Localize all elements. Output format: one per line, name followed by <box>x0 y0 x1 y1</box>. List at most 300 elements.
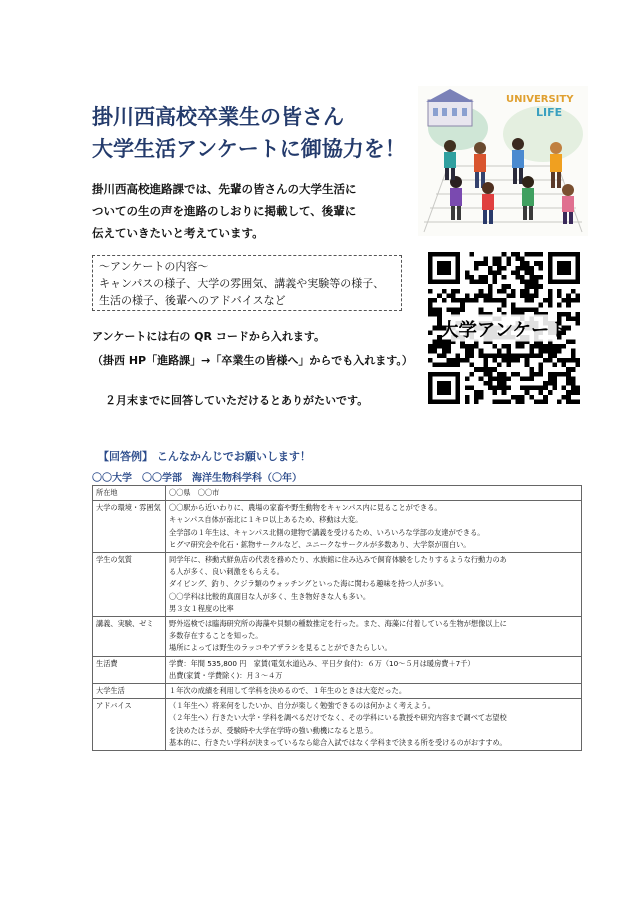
table-row <box>93 656 582 683</box>
qr-module <box>488 270 493 275</box>
qr-module <box>428 312 433 317</box>
qr-module <box>506 344 511 349</box>
qr-module <box>433 344 438 349</box>
access-line-2: （掛西 HP「進路課」→「卒業生の皆様へ」からでも入れます。） <box>92 354 413 367</box>
row-value-line: 場所によっては野生のラッコやアザラシを見ることができたらしい。 <box>169 643 392 653</box>
qr-module <box>492 386 497 391</box>
qr-module <box>529 280 534 285</box>
qr-module <box>474 344 479 349</box>
qr-module <box>557 344 562 349</box>
qr-module <box>539 390 544 395</box>
row-value-line: 同学年に、移動式鮮魚店の代表を務めたり、水族館に住み込みで飼育体験をしたりするような行動力のあ <box>169 555 507 565</box>
qr-module <box>483 293 488 298</box>
qr-module <box>465 298 470 303</box>
qr-module <box>483 381 488 386</box>
qr-module <box>534 252 539 257</box>
qr-module <box>502 344 507 349</box>
qr-module <box>529 344 534 349</box>
row-value-line: 学費：年間 535,800 円 家賃(電気水道込み、平日夕食付)：６万（10～５月は暖房費＋7千） <box>169 658 475 668</box>
row-value-line: ヒグマ研究会や化石・鉱物サークルなど、ユニークなサークルが多数あり、大学祭が面白い。 <box>169 539 471 549</box>
qr-module <box>492 275 497 280</box>
qr-module <box>502 390 507 395</box>
example-heading: 【回答例】 こんなかんじでお願いします！ <box>98 450 311 463</box>
qr-module <box>525 284 530 289</box>
qr-module <box>506 353 511 358</box>
qr-module <box>469 252 474 257</box>
qr-module <box>474 261 479 266</box>
qr-module <box>502 252 507 257</box>
table-row <box>93 486 582 501</box>
qr-module <box>539 284 544 289</box>
qr-module <box>488 266 493 271</box>
qr-module <box>474 298 479 303</box>
qr-module <box>502 298 507 303</box>
row-value <box>166 699 582 751</box>
qr-module <box>562 344 567 349</box>
qr-module <box>520 399 525 404</box>
qr-module <box>483 261 488 266</box>
qr-module <box>571 289 576 294</box>
table-row <box>93 553 582 617</box>
qr-module <box>437 312 442 317</box>
qr-module <box>575 399 580 404</box>
qr-module <box>465 270 470 275</box>
qr-module <box>548 289 553 294</box>
qr-module <box>428 330 433 335</box>
qr-module <box>529 307 534 312</box>
qr-module <box>506 349 511 354</box>
qr-module <box>516 399 521 404</box>
qr-module <box>428 298 433 303</box>
qr-module <box>446 293 451 298</box>
qr-module <box>479 367 484 372</box>
intro-line: ついての生の声を進路のしおりに掲載して、後輩に <box>92 204 357 218</box>
university-life-illustration <box>418 86 588 236</box>
qr-module <box>548 344 553 349</box>
qr-module <box>543 298 548 303</box>
qr-module <box>516 275 521 280</box>
row-value-line: る人が多く、良い刺激をもらえる。 <box>169 567 284 577</box>
qr-module <box>520 353 525 358</box>
qr-module <box>511 353 516 358</box>
qr-module <box>433 349 438 354</box>
qr-module <box>575 386 580 391</box>
qr-module <box>539 353 544 358</box>
qr-module <box>479 293 484 298</box>
qr-module <box>562 358 567 363</box>
qr-module <box>566 399 571 404</box>
qr-module <box>511 372 516 377</box>
qr-module <box>497 270 502 275</box>
qr-module <box>539 252 544 257</box>
example-school-name: 〇〇大学 〇〇学部 海洋生物科学科（〇年） <box>92 473 302 484</box>
row-key: 所在地 <box>93 486 166 501</box>
qr-module <box>539 303 544 308</box>
qr-module <box>465 353 470 358</box>
qr-module <box>479 395 484 400</box>
qr-module <box>469 353 474 358</box>
qr-module <box>516 358 521 363</box>
illustration-sign-life: LIFE <box>536 106 563 119</box>
qr-module <box>543 386 548 391</box>
qr-module <box>552 376 557 381</box>
qr-module <box>566 293 571 298</box>
qr-module <box>488 381 493 386</box>
qr-module <box>525 390 530 395</box>
qr-module <box>534 372 539 377</box>
qr-module <box>562 372 567 377</box>
qr-module <box>502 266 507 271</box>
qr-module <box>488 298 493 303</box>
qr-module <box>511 252 516 257</box>
qr-module <box>433 340 438 345</box>
qr-module <box>543 349 548 354</box>
qr-module <box>539 261 544 266</box>
qr-module <box>488 293 493 298</box>
qr-module <box>456 289 461 294</box>
qr-module <box>552 372 557 377</box>
qr-module <box>548 372 553 377</box>
qr-module <box>492 353 497 358</box>
qr-module <box>488 284 493 289</box>
row-value <box>166 486 582 501</box>
qr-module <box>451 358 456 363</box>
example-answer-table <box>92 485 582 751</box>
page-title-line-1: 掛川西高校卒業生の皆さん <box>92 105 344 129</box>
qr-module <box>446 358 451 363</box>
qr-module <box>488 289 493 294</box>
qr-module <box>474 280 479 285</box>
qr-module <box>497 266 502 271</box>
qr-module <box>525 363 530 368</box>
qr-module <box>571 353 576 358</box>
qr-module <box>437 307 442 312</box>
row-value <box>166 553 582 617</box>
qr-module <box>543 399 548 404</box>
qr-module <box>465 358 470 363</box>
qr-module <box>506 386 511 391</box>
qr-module <box>511 289 516 294</box>
qr-module <box>442 363 447 368</box>
qr-module <box>488 367 493 372</box>
qr-module <box>539 372 544 377</box>
qr-code[interactable] <box>428 252 580 404</box>
qr-module <box>534 275 539 280</box>
qr-module <box>534 280 539 285</box>
qr-module <box>516 372 521 377</box>
row-value-line: ダイビング、釣り、クジラ類のウォッチングといった海に関わる趣味を持つ人が多い。 <box>169 579 449 589</box>
qr-module <box>437 363 442 368</box>
qr-module <box>529 386 534 391</box>
qr-module <box>433 326 438 331</box>
qr-module <box>460 298 465 303</box>
qr-module <box>525 298 530 303</box>
qr-module <box>529 376 534 381</box>
qr-module <box>460 344 465 349</box>
qr-module <box>539 275 544 280</box>
qr-module <box>465 386 470 391</box>
qr-module <box>451 289 456 294</box>
qr-module <box>571 316 576 321</box>
qr-module <box>474 293 479 298</box>
qr-module <box>502 372 507 377</box>
qr-module <box>566 381 571 386</box>
qr-module <box>566 376 571 381</box>
qr-module <box>446 349 451 354</box>
qr-module <box>520 266 525 271</box>
qr-module <box>571 399 576 404</box>
row-value <box>166 684 582 699</box>
qr-module <box>539 344 544 349</box>
qr-module <box>497 376 502 381</box>
qr-module <box>433 307 438 312</box>
qr-module <box>571 381 576 386</box>
qr-module <box>534 293 539 298</box>
qr-module <box>520 289 525 294</box>
qr-module <box>571 386 576 391</box>
qr-module <box>539 266 544 271</box>
qr-module <box>520 280 525 285</box>
qr-module <box>469 363 474 368</box>
qr-module <box>497 349 502 354</box>
qr-module <box>525 386 530 391</box>
qr-module <box>566 395 571 400</box>
qr-module <box>562 386 567 391</box>
qr-module <box>483 257 488 262</box>
qr-module <box>529 252 534 257</box>
qr-module <box>529 293 534 298</box>
qr-module <box>534 386 539 391</box>
qr-module <box>529 372 534 377</box>
qr-module <box>571 349 576 354</box>
survey-contents-line: 生活の様子、後輩へのアドバイスなど <box>99 294 286 307</box>
qr-module <box>465 275 470 280</box>
qr-module <box>571 358 576 363</box>
qr-module <box>437 293 442 298</box>
qr-module <box>552 353 557 358</box>
row-value-line: １年次の成績を利用して学科を決めるので、１年生のときは大変だった。 <box>169 686 407 696</box>
qr-module <box>529 284 534 289</box>
qr-module <box>497 353 502 358</box>
row-value-line: （２年生へ）行きたい大学・学科を調べるだけでなく、その学科にいる教授や研究内容まで調べて志望校 <box>169 713 507 723</box>
qr-module <box>502 386 507 391</box>
qr-module <box>479 390 484 395</box>
qr-module <box>516 257 521 262</box>
qr-module <box>562 395 567 400</box>
row-key: アドバイス <box>93 699 166 751</box>
qr-module <box>552 381 557 386</box>
row-key: 講義、実験、ゼミ <box>93 617 166 657</box>
survey-contents-line: キャンパスの様子、大学の雰囲気、講義や実験等の様子、 <box>99 277 385 290</box>
qr-module <box>497 381 502 386</box>
qr-module <box>460 358 465 363</box>
qr-module <box>483 275 488 280</box>
qr-module <box>433 363 438 368</box>
qr-module <box>516 344 521 349</box>
qr-module <box>433 298 438 303</box>
qr-module <box>497 399 502 404</box>
qr-module <box>437 344 442 349</box>
qr-module <box>433 312 438 317</box>
deadline-text: ２月末までに回答していただけるとありがたいです。 <box>105 394 369 407</box>
qr-module <box>492 270 497 275</box>
qr-module <box>492 261 497 266</box>
qr-module <box>479 376 484 381</box>
qr-module <box>479 289 484 294</box>
qr-module <box>548 390 553 395</box>
qr-module <box>474 399 479 404</box>
qr-module <box>534 353 539 358</box>
qr-module <box>520 395 525 400</box>
qr-module <box>492 367 497 372</box>
qr-module <box>506 293 511 298</box>
qr-module <box>497 261 502 266</box>
qr-module <box>465 395 470 400</box>
qr-module <box>456 307 461 312</box>
qr-module <box>516 266 521 271</box>
qr-module <box>469 298 474 303</box>
qr-module <box>511 395 516 400</box>
qr-module <box>451 293 456 298</box>
qr-module <box>543 344 548 349</box>
qr-module <box>520 376 525 381</box>
table-row <box>93 501 582 553</box>
qr-module <box>571 340 576 345</box>
qr-module <box>566 298 571 303</box>
qr-module <box>552 344 557 349</box>
row-value-line: 〇〇県 〇〇市 <box>169 488 220 497</box>
qr-module <box>575 316 580 321</box>
qr-module <box>492 257 497 262</box>
intro-line: 掛川西高校進路課では、先輩の皆さんの大学生活に <box>92 182 357 196</box>
qr-module <box>502 303 507 308</box>
page-title-line-2: 大学生活アンケートに御協力を！ <box>92 137 406 161</box>
qr-module <box>479 353 484 358</box>
qr-module <box>520 344 525 349</box>
qr-module <box>529 266 534 271</box>
qr-module <box>529 395 534 400</box>
qr-module <box>465 376 470 381</box>
table-row <box>93 684 582 699</box>
qr-module <box>488 376 493 381</box>
qr-module <box>575 358 580 363</box>
qr-module <box>575 298 580 303</box>
qr-module <box>529 275 534 280</box>
qr-module <box>492 280 497 285</box>
qr-module <box>525 358 530 363</box>
row-key: 大学の環境・雰囲気 <box>93 501 166 553</box>
qr-module <box>456 353 461 358</box>
qr-module <box>548 303 553 308</box>
qr-module <box>557 312 562 317</box>
qr-module <box>539 349 544 354</box>
qr-module <box>497 298 502 303</box>
qr-module <box>548 358 553 363</box>
qr-module <box>465 349 470 354</box>
qr-module <box>511 307 516 312</box>
access-line-1: アンケートには右の QR コードから入れます。 <box>92 330 325 343</box>
row-value-line: 基本的に、行きたい学科が決まっているなら総合入試ではなく学科まで決まる所を受けるのがおすすめ。 <box>169 737 507 747</box>
qr-module <box>520 261 525 266</box>
qr-module <box>516 270 521 275</box>
qr-module <box>548 298 553 303</box>
qr-module <box>483 372 488 377</box>
qr-module <box>428 349 433 354</box>
qr-module <box>502 289 507 294</box>
qr-module <box>511 270 516 275</box>
qr-module <box>437 353 442 358</box>
qr-module <box>516 395 521 400</box>
qr-module <box>543 395 548 400</box>
qr-module <box>539 386 544 391</box>
qr-module <box>479 261 484 266</box>
qr-module <box>474 367 479 372</box>
qr-module <box>525 353 530 358</box>
qr-module <box>497 289 502 294</box>
qr-module <box>534 289 539 294</box>
qr-module <box>492 358 497 363</box>
qr-module <box>506 257 511 262</box>
qr-module <box>460 307 465 312</box>
qr-module <box>497 307 502 312</box>
qr-module <box>442 344 447 349</box>
qr-module <box>451 298 456 303</box>
qr-module <box>479 280 484 285</box>
qr-module <box>548 293 553 298</box>
row-value-line: 多数存在することを知った。 <box>169 631 263 641</box>
qr-module <box>534 344 539 349</box>
table-row <box>93 699 582 751</box>
qr-module <box>465 293 470 298</box>
qr-module <box>479 349 484 354</box>
qr-module <box>456 358 461 363</box>
row-value-line: 野外巡検では臨海研究所の海藻や貝類の種数推定を行った。また、海藻に付着している生物が想像以上に <box>169 619 507 629</box>
qr-module <box>525 307 530 312</box>
qr-module <box>575 293 580 298</box>
qr-overlay-label: 大学アンケート <box>440 319 568 341</box>
qr-module <box>571 376 576 381</box>
qr-module <box>511 293 516 298</box>
qr-module <box>469 372 474 377</box>
qr-module <box>520 257 525 262</box>
qr-module <box>557 293 562 298</box>
qr-module <box>534 284 539 289</box>
intro-line: 伝えていきたいと考えています。 <box>92 226 264 240</box>
qr-module <box>516 353 521 358</box>
qr-module <box>502 399 507 404</box>
qr-module <box>497 386 502 391</box>
qr-module <box>483 298 488 303</box>
qr-module <box>469 344 474 349</box>
qr-module <box>552 349 557 354</box>
qr-module <box>525 266 530 271</box>
row-value <box>166 501 582 553</box>
qr-module <box>502 381 507 386</box>
row-key: 大学生活 <box>93 684 166 699</box>
qr-module <box>516 307 521 312</box>
qr-module <box>534 399 539 404</box>
qr-module <box>506 261 511 266</box>
qr-module <box>520 293 525 298</box>
row-value-line: を決めたほうが、受験時や大学在学時の強い動機になると思う。 <box>169 725 378 735</box>
qr-module <box>534 307 539 312</box>
qr-module <box>557 372 562 377</box>
qr-module <box>566 312 571 317</box>
qr-module <box>552 386 557 391</box>
qr-module <box>575 312 580 317</box>
qr-module <box>525 376 530 381</box>
qr-module <box>543 358 548 363</box>
